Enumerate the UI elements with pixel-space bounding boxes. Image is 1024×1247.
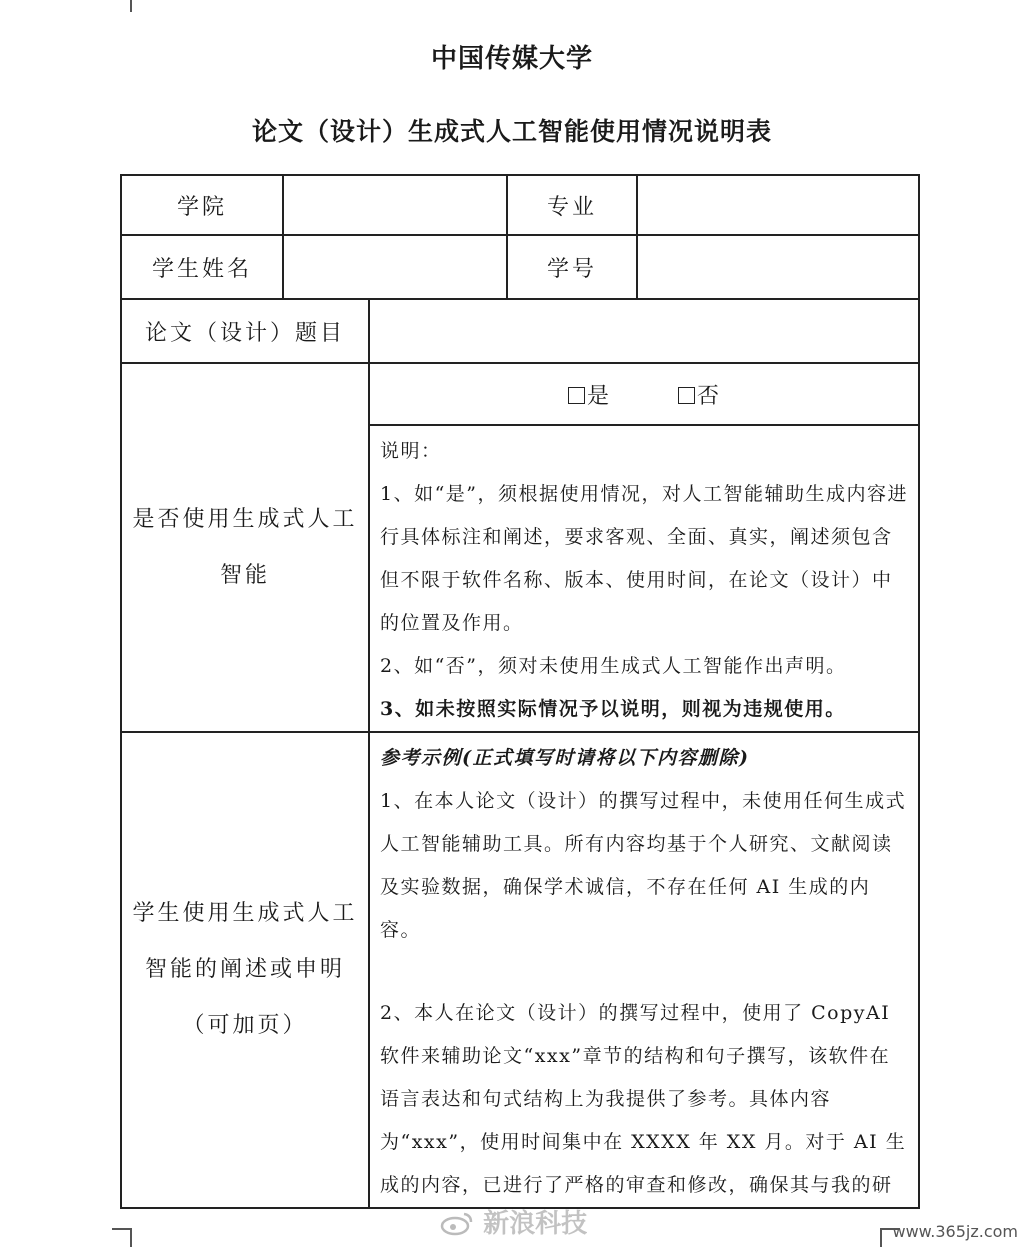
yes-label: 是 — [586, 383, 610, 409]
instructions-cell — [369, 425, 919, 732]
thesis-title-label: 论文（设计）题目 — [121, 299, 369, 363]
university-name: 中国传媒大学 — [430, 44, 593, 74]
page-corner-mark — [880, 1228, 882, 1247]
instructions-heading: 说明： — [380, 440, 442, 462]
ai-use-choice — [369, 363, 919, 425]
example-item: 2、本人在论文（设计）的撰写过程中，使用了 CopyAI 软件来辅助论文“xxx”章节的结构和句子撰写，该软件在语言表达和句式结构上为我提供了参考。具体内容为“xxx”，使用时间集中在 XXXX 年 XX 月。对于 AI 生成的内容，已进行了严格的审查和修改，确保其与我的研 — [380, 1002, 907, 1196]
college-field[interactable] — [283, 175, 507, 235]
no-label: 否 — [697, 383, 721, 409]
form-title: 论文（设计）生成式人工智能使用情况说明表 — [251, 117, 772, 146]
thesis-title-field[interactable] — [369, 299, 919, 363]
statement-label: 学生使用生成式人工智能的阐述或申明（可加页） — [121, 732, 369, 1208]
watermark — [440, 1203, 587, 1240]
instruction-item: 2、如“否”，须对未使用生成式人工智能作出声明。 — [380, 655, 847, 677]
page-corner-mark — [130, 0, 132, 12]
college-label: 学院 — [121, 175, 283, 235]
instruction-item: 1、如“是”，须根据使用情况，对人工智能辅助生成内容进行具体标注和阐述，要求客观、全面、真实，阐述须包含但不限于软件名称、版本、使用时间，在论文（设计）中的位置及作用。 — [380, 483, 909, 634]
page-corner-mark — [130, 1228, 132, 1247]
site-url: www.365jz.com — [892, 1222, 1018, 1241]
student-name-field[interactable] — [283, 235, 507, 299]
example-item: 1、在本人论文（设计）的撰写过程中，未使用任何生成式人工智能辅助工具。所有内容均基于个人研究、文献阅读及实验数据，确保学术诚信，不存在任何 AI 生成的内容。 — [380, 790, 907, 941]
watermark-text: 新浪科技 — [483, 1209, 588, 1239]
ai-usage-form-table — [120, 174, 920, 1209]
major-label: 专业 — [507, 175, 637, 235]
yes-option[interactable] — [568, 379, 610, 410]
no-checkbox[interactable] — [678, 387, 695, 404]
student-id-label: 学号 — [507, 235, 637, 299]
statement-field[interactable] — [369, 732, 919, 1208]
ai-use-label: 是否使用生成式人工智能 — [121, 363, 369, 732]
student-id-field[interactable] — [637, 235, 919, 299]
no-option[interactable] — [678, 379, 720, 410]
examples-heading: 参考示例(正式填写时请将以下内容删除) — [380, 747, 750, 769]
page-corner-mark — [112, 1228, 130, 1230]
weibo-logo-icon — [440, 1210, 474, 1236]
yes-checkbox[interactable] — [568, 387, 585, 404]
instruction-item-warning: 3、如未按照实际情况予以说明，则视为违规使用。 — [380, 698, 846, 720]
student-name-label: 学生姓名 — [121, 235, 283, 299]
major-field[interactable] — [637, 175, 919, 235]
